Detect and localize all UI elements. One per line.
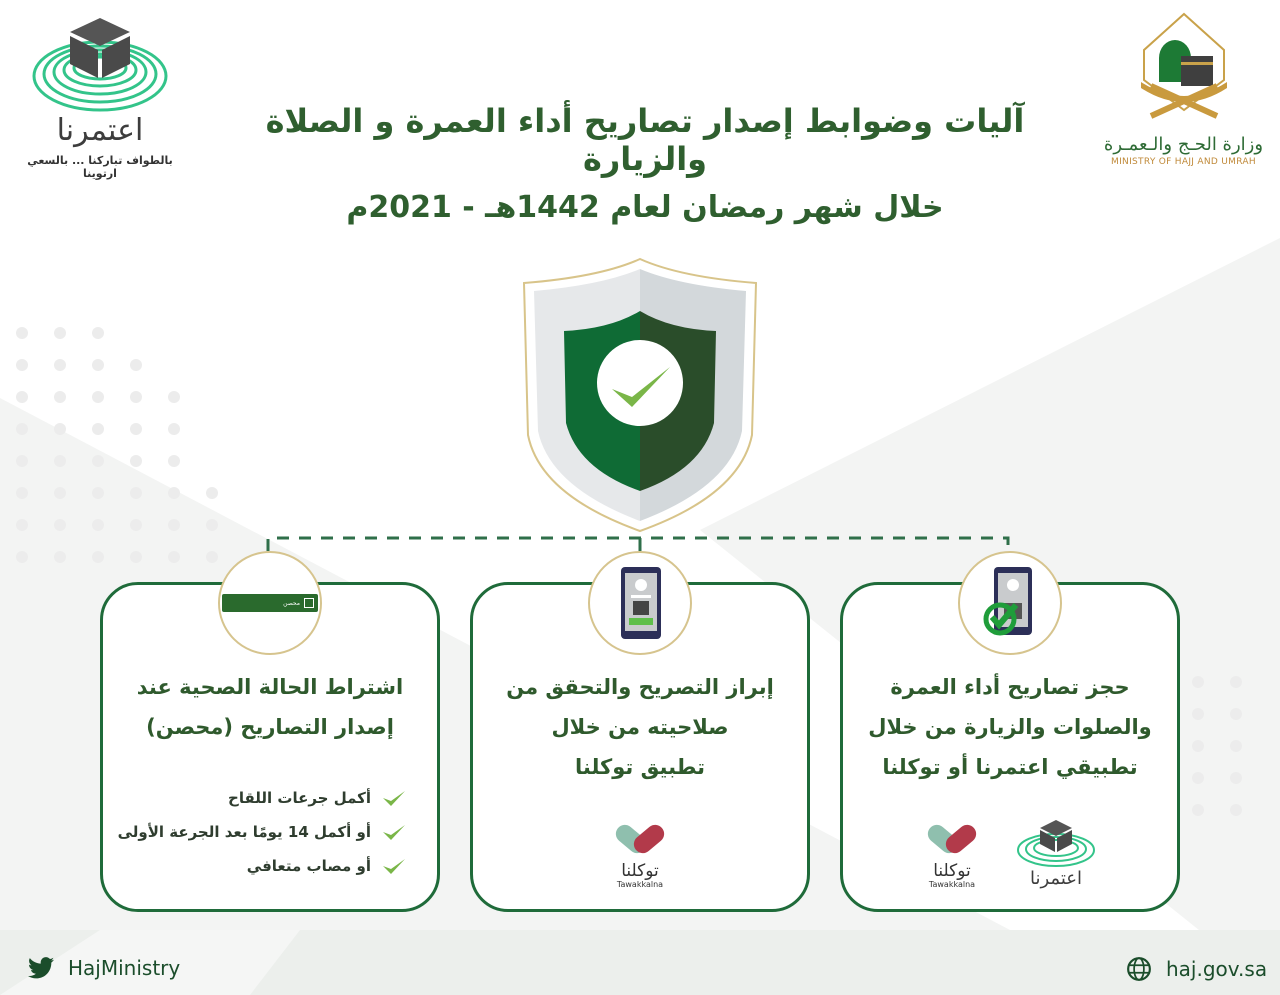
ministry-logo [1101,10,1266,167]
itamarna-tagline: بالطواف تباركنا ... بالسعي ارتوينا [27,154,173,180]
itamarna-app-logo: اعتمرنا [1016,818,1096,889]
card-show-permit [470,582,810,912]
itamarna-logo [15,14,185,180]
website-link[interactable] [1126,956,1267,982]
ministry-name-en: MINISTRY OF HAJJ AND UMRAH [1111,157,1256,167]
kaaba-rings-icon [30,14,170,114]
card-booking-permits [840,582,1180,912]
card-health-status [100,582,440,912]
tawakkalna-heart-icon [612,822,668,862]
card-badge [588,551,692,655]
check-icon [381,788,407,808]
requirement-item: أو مصاب متعافي [118,849,407,883]
card-title: إبراز التصريح والتحقق من صلاحيته من خلال تطبيق توكلنا [506,675,774,779]
twitter-handle[interactable]: HajMinistry [68,956,181,980]
card-badge [958,551,1062,655]
app-logos [843,818,1177,889]
card-title: اشتراط الحالة الصحية عند إصدار التصاريح (محصن) [136,675,404,739]
tawakkalna-heart-icon [924,822,980,862]
twitter-icon [28,957,54,979]
shield-check-icon [520,255,760,535]
check-icon [381,822,407,842]
card-title: حجز تصاريح أداء العمرة والصلوات والزيارة من خلال تطبيقي اعتمرنا أو توكلنا [868,675,1152,779]
ministry-emblem-icon [1129,10,1239,130]
requirements-list [118,781,407,883]
page-subtitle: خلال شهر رمضان لعام 1442هـ - 2021م [346,190,944,225]
twitter-link[interactable] [28,956,180,980]
health-status-card-icon: محصن [222,594,318,612]
app-logos [473,822,807,889]
phone-permit-qr-icon [615,563,665,643]
requirement-item: أو أكمل 14 يومًا بعد الجرعة الأولى [118,815,407,849]
card-badge [218,551,322,655]
check-icon [381,856,407,876]
itamarna-name: اعتمرنا [56,113,144,148]
website-url[interactable]: haj.gov.sa [1166,957,1268,981]
globe-icon [1126,956,1152,982]
tawakkalna-logo: توكلنا Tawakkalna [612,822,668,889]
ministry-name-ar: وزارة الحـج والـعمـرة [1103,134,1264,155]
security-shield-graphic [520,255,760,535]
page-title: آليات وضوابط إصدار تصاريح أداء العمرة و الصلاة والزيارة [265,102,1025,178]
requirement-item: أكمل جرعات اللقاح [118,781,407,815]
phone-with-check-icon [980,563,1040,643]
qr-code-icon [304,598,314,608]
kaaba-rings-icon [1016,818,1096,868]
tawakkalna-logo: توكلنا Tawakkalna [924,822,980,889]
